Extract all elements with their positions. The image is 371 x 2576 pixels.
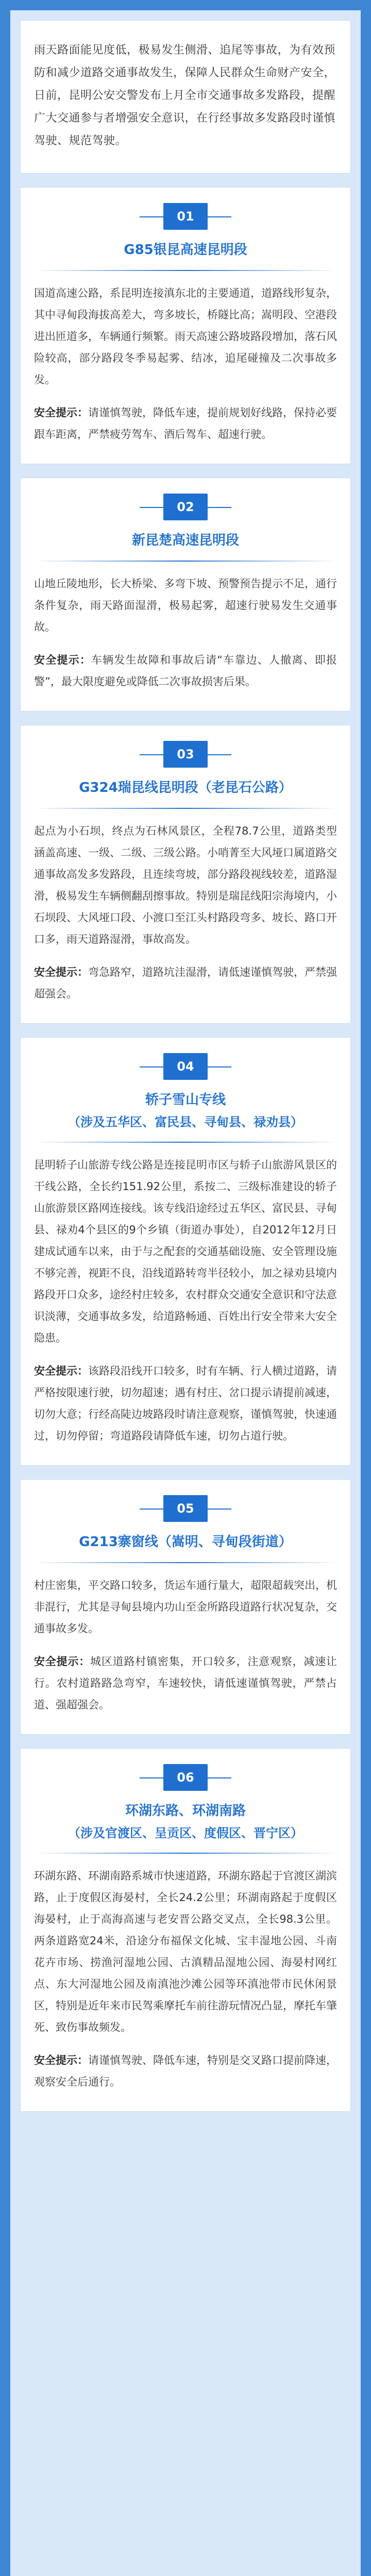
safety-tip-label: 安全提示： — [34, 406, 88, 419]
route-title: 环湖东路、环湖南路 — [125, 1803, 246, 1819]
route-section — [21, 188, 350, 464]
safety-tip-text: 请谨慎驾驶、降低车速，特别是交叉路口提前降速，观察安全后通行。 — [34, 2054, 337, 2088]
section-number-badge: 02 — [163, 494, 208, 520]
safety-tip-label: 安全提示： — [34, 1365, 88, 1377]
section-number-badge: 05 — [163, 1495, 208, 1522]
divider — [34, 808, 337, 809]
sections-list — [21, 188, 350, 2111]
route-title: 轿子雪山专线 — [145, 1092, 226, 1108]
route-section — [21, 478, 350, 711]
intro-text: 雨天路面能见度低，极易发生侧滑、追尾等事故，为有效预防和减少道路交通事故发生，保障人民群众生命财产安全，日前，昆明公安交警发布上月全市交通事故多发路段，提醒广大交通参与者增强安全意识，在行经事故多发路段时谨慎驾驶、规范驾驶。 — [34, 44, 336, 147]
route-title: G213寨窗线（嵩明、寻甸段街道） — [79, 1534, 292, 1550]
section-number-badge: 06 — [163, 1764, 208, 1791]
route-description: 昆明轿子山旅游专线公路是连接昆明市区与轿子山旅游风景区的干线公路，全长约151.92公里，系按二、三级标准建设的轿子山旅游景区路网连接线。该专线沿途经过五华区、富民县、寻甸县、禄劝4个县区的9个乡镇（街道办事处），自2012年12月日建成试通车以来，由于与之配套的交通基础设施、安全管理设施不够完善，视距不良，沿线道路转弯半径较小，加之禄劝县境内路段开口众多，途经村庄较多，农村群众交通安全意识和守法意识淡薄，交通事故多发，给道路畅通、百姓出行安全带来大安全隐患。 — [34, 1159, 337, 1344]
route-description: 环湖东路、环湖南路系城市快速道路，环湖东路起于官渡区湖滨路，止于度假区海晏村，全长24.2公里；环湖南路起于度假区海晏村，止于高海高速与老安晋公路交叉点，全长98.3公里。两条道路宽24米，沿途分布福保文化城、宝丰湿地公园、斗南花卉市场、捞渔河湿地公园、古滇精品湿地公园、海晏村网红点、东大河湿地公园及南滇池沙滩公园等环滇池带市民休闲景区，特别是近年来市民驾乘摩托车前往游玩情况凸显，摩托车肇死、致伤事故频发。 — [34, 1870, 337, 2033]
route-section — [21, 1038, 350, 1465]
route-subtitle: （涉及五华区、富民县、寻甸县、禄劝县） — [68, 1115, 303, 1129]
divider — [34, 1142, 337, 1143]
route-description: 起点为小石坝，终点为石林风景区，全程78.7公里，道路类型涵盖高速、一级、二级、三级公路。小哨菁至大风垭口属道路交通事故高发多发路段，且连续弯坡，部分路段视线较差，道路湿滑，极易发生车辆侧翻刮擦事故。特别是瑞昆线阳宗海境内，小石坝段、大风垭口段、小渡口至江头村路段弯多、坡长、路口开口多，雨天道路湿滑，事故高发。 — [34, 825, 337, 945]
safety-tip-text: 弯急路窄，道路坑洼湿滑，请低速谨慎驾驶，严禁强超强会。 — [34, 966, 337, 1000]
safety-tip — [34, 961, 337, 1005]
safety-tip-label: 安全提示： — [34, 654, 91, 666]
safety-tip-text: 请谨慎驾驶，降低车速，提前规划好线路，保持必要跟车距离，严禁疲劳驾车、酒后驾车、超速行驶。 — [34, 406, 337, 440]
safety-tip-text: 该路段沿线开口较多，时有车辆、行人横过道路，请严格按限速行驶，切勿超速；遇有村庄、岔口提示请提前减速，切勿大意；行经高陡边坡路段时请注意观察，谨慎驾驶，快速通过，切勿停留；弯道路段请降低车速，切勿占道行驶。 — [34, 1365, 337, 1442]
section-number-badge: 04 — [163, 1053, 208, 1080]
route-subtitle: （涉及官渡区、呈贡区、度假区、晋宁区） — [68, 1826, 303, 1840]
route-title: G85银昆高速昆明段 — [124, 242, 247, 258]
article-page — [10, 10, 361, 2576]
route-section — [21, 1480, 350, 1734]
route-section — [21, 725, 350, 1023]
safety-tip-label: 安全提示： — [34, 966, 88, 978]
safety-tip — [34, 1651, 337, 1716]
route-description: 村庄密集，平交路口较多，货运车通行量大，超限超载突出，机非混行，尤其是寻甸县境内功山至金所路段道路行状况复杂，交通事故多发。 — [34, 1579, 337, 1635]
safety-tip-label: 安全提示： — [34, 1655, 91, 1668]
safety-tip-text: 车辆发生故障和事故后请“车靠边、人撤离、即报警”，最大限度避免或降低二次事故损害后果。 — [34, 654, 337, 688]
section-number-badge: 01 — [163, 203, 208, 230]
route-description: 国道高速公路，系昆明连接滇东北的主要通道，道路线形复杂，其中寻甸段海拔高差大，弯多坡长，桥隧比高；嵩明段、空港段进出匝道多，车辆通行频繁。雨天高速公路坡路段增加，落石风险较高，部分路段冬季易起雾、结冰，追尾碰撞及二次事故多发。 — [34, 287, 337, 386]
safety-tip — [34, 1360, 337, 1447]
intro-panel — [21, 21, 350, 173]
divider — [34, 1562, 337, 1563]
divider — [34, 561, 337, 562]
safety-tip-label: 安全提示： — [34, 2054, 88, 2066]
route-description: 山地丘陵地形，长大桥梁、多弯下坡、预警预告提示不足，通行条件复杂，雨天路面湿滑，极易起雾，超速行驶易发生交通事故。 — [34, 578, 337, 633]
safety-tip — [34, 649, 337, 692]
safety-tip-text: 城区道路村镇密集，开口较多，注意观察，减速让行。农村道路路急弯窄，车速较快，请低速谨慎驾驶，严禁占道、强超强会。 — [34, 1655, 338, 1711]
route-section — [21, 1749, 350, 2111]
safety-tip — [34, 402, 337, 445]
divider — [34, 270, 337, 271]
route-title: G324瑞昆线昆明段（老昆石公路） — [79, 780, 292, 795]
divider — [34, 1853, 337, 1854]
section-number-badge: 03 — [163, 741, 208, 768]
safety-tip — [34, 2049, 337, 2093]
route-title: 新昆楚高速昆明段 — [131, 533, 239, 548]
